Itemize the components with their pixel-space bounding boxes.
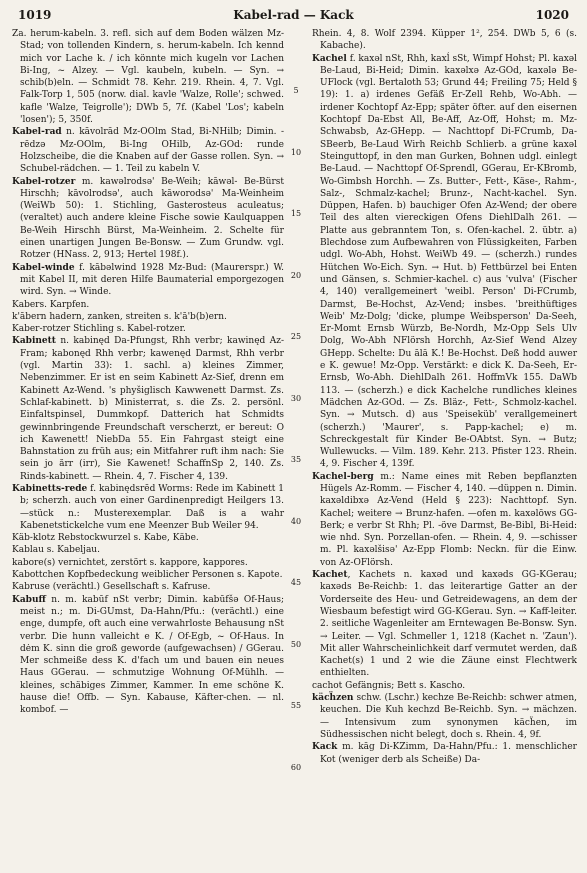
dictionary-entry (12, 544, 284, 556)
dictionary-entry (12, 335, 284, 483)
line-number: 50 (290, 639, 302, 649)
entry-text: m. kāg Di-KZimm, Da-Hahn/Pfu.: 1. menschlicher Kot (weniger derb als Scheiße) Da- (320, 742, 577, 765)
dictionary-entry (12, 323, 284, 335)
entry-text: , Kachets n. kaxəd und kaxəds GG-KGerau; kaxəds Be-Reichb: 1. das leiterartige Gatter an der Vorderseite des Heu- und Getreidewagens, an dem der Wiesbaum befestigt wird GG-KGerau. Syn. → Kaff-leiter. 2. seitliche Wagenleiter am Erntewagen Be-Bonsw. Syn. → Leiter. — Vgl. Schmeller 1, 1218 (Kachet n. 'Zaun'). Mit aller Wahrscheinlichkeit darf vermutet werden, daß Kachet(s) 1 und 2 wie die Zäune einst Flechtwerk enthielten. (320, 570, 577, 679)
entry-text: f. kābəlwind 1928 Mz-Bud: (Maurerspr.) W. mit Kabel II, mit deren Hilfe Baumaterial emporgezogen wird. Syn. → Winde. (20, 262, 284, 298)
dictionary-entry (12, 176, 284, 262)
line-number: 40 (290, 516, 302, 526)
dictionary-entry (12, 28, 284, 126)
line-number: 5 (293, 86, 299, 95)
entry-headword: Kabel-winde (12, 262, 75, 273)
line-number: 30 (290, 393, 302, 403)
dictionary-entry (12, 532, 284, 544)
entry-headword: Kabinett (12, 336, 56, 347)
line-number: 25 (290, 332, 302, 341)
dictionary-entry (12, 126, 284, 175)
line-number: 10 (290, 147, 302, 157)
entry-text: kabore(s) vernichtet, zerstört s. kappore, kappores. (12, 557, 248, 568)
entry-text: Kabottchen Kopfbedeckung weiblicher Personen s. Kapote. (12, 570, 283, 581)
entry-text: m.: Name eines mit Reben bepflanzten Hügels Az-Romm. — Fischer 4, 140. —düppen n. Dimin. kaxəldibxə Az-Vend (Held § 223): Nachttopf. Syn. Kachel; weitere → Brunz-hafen. —ofen m. kaxəlōws GG-Berk; e verbr St Rhh; Pl. -öve Darmst, Be-Bibl, Bi-Heid: wie nhd. Syn. Porzellan-ofen. — Rhein. 4, 9. —schisser m. Pl. kaxəlšisə' Az-Epp Flomb: Neckn. für die Einw. von Az-OFlörsh. (320, 471, 577, 568)
entry-text: Za. herum-kabeln. 3. refl. sich auf dem Boden wälzen Mz-Stad; von tollenden Kindern, s. herum-kabeln. Ich kennd mich vor Lache k. / ich könnte mich kugeln vor Lachen Bi-Ing, ~ Alzey. — Vgl. kaubeln, kubeln. — Syn. → schib(b)eln. — Schmidt 78. Kehr. 219. Rhein. 4, 7. Vgl. Falk-Torp 1, 505 (norw. dial. kavle 'Walze, Rolle'; schwed. kafle 'Walze, Teigrolle'); DWb 5, 7f. (Kabel 'Los'; kabeln 'losen'); 5, 350f. (12, 29, 284, 126)
line-number: 20 (290, 270, 302, 280)
dictionary-entry (312, 741, 577, 766)
dictionary-entry (312, 569, 577, 680)
dictionary-entry (12, 483, 284, 532)
dictionary-entry (312, 53, 577, 471)
entry-headword: Kabel-rad (12, 127, 62, 138)
entry-text: Käb-klotz Rebstockwurzel s. Kabe, Käbe. (12, 533, 199, 544)
entry-text: cachot Gefängnis; Bett s. Kascho. (312, 680, 466, 691)
line-number: 55 (290, 701, 302, 710)
running-title: Kabel-rad — Kack (233, 8, 354, 22)
dictionary-entry (12, 299, 284, 311)
dictionary-entry (12, 569, 284, 581)
entry-headword: Kachet (312, 570, 348, 581)
entry-text: schw. (Lschr.) kechze Be-Reichb: schwer atmen, keuchen. Die Kuh kechzd Be-Reichb. Syn. → mächzen. — Intensivum zum synonymen käcḧen, im Südhessischen nicht belegt, doch s. Rhein. 4, 9f. (320, 693, 577, 740)
line-number: 35 (290, 455, 302, 464)
entry-headword: Kack (312, 742, 338, 753)
entry-headword: Kachel (312, 53, 347, 64)
entry-text: f. kaxəl nSt, Rhh, kaxĺ sSt, Wimpf Hohst; Pl. kaxəl Be-Laud, Bi-Heid; Dimin. kaxəlxə Az-GOd, kaxələ Be-UFlock (vgl. Bertaloth 53; Grund 44; Freiling 75; Held § 19): 1. a) irdenes Gefäß Er-Zell Rehb, Wo-Abh. — irdener Kochtopf Az-Epp; später öfter. auf den eisernen Kochtopf Da-Ebst All, Be-Aff, Az-Off, Hohst; m. Mz-Schwabsb, Az-GHepp. — Nachttopf Di-FCrumb, Da-SBeerb, Be-Laud Wirh Reichb Schlierb. a grüne kaxəl Steinguttopf, in den man Gurken, Bohnen udgl. einlegt Be-Laud. — Nachttopf Of-Sprendl, GGerau, Er-KBromb, Wo-Gimbsh Horchh. — Zs. Butter-, Fett-, Käse-, Rahm-, Salz-, Schmalz-kachel; Brunz-, Nacht-kachel. Syn. Düppen, Hafen. b) bauchiger Ofen Az-Wend; der obere Teil des alten viereckigen Ofens DiehlDalh 261. — Platte aus gebranntem Ton, s. Ofen-kachel. 2. übtr. a) Blechdose zum Aufbewahren von Flüssigkeiten, Farben udgl. Wo-Abh, Hohst. WeiWb 49. — (scherzh.) rundes Hütchen Wo-Eich. Syn. → Hut. b) Fettbürzel bei Enten und Gänsen, s. Schmier-kachel. c) aus 'vulva' (Fischer 4, 140) verallgemeinert 'weibl. Person' Di-FCrumb, Darmst, Be-Hochst, Az-Vend; insbes. 'breithüftiges Weib' Mz-Dolg; 'dicke, plumpe Weibsperson' Da-Seeh, Er-Momt Ernsb Würzb, Be-Nordh, Mz-Opp Sels Ulv Dolg, Wo-Abh NFlörsh Horchh, Az-Sief Wend Alzey GHepp. Schelte: Du ālā K.! Be-Hochst. Deß hodd auwer e K. gewue! Mz-Opp. Verstärkt: e dick K. Da-Seeh, Er-Ernsb, Wo-Abh. DiehlDalh 261. HoffmVk 155. DaWb 113. — (scherzh.) e dick Kachelche rundliches kleines Mädchen Az-GOd. — Zs. Bläz-, Fett-, Schmolz-kachel. Syn. → Mutsch. d) aus 'Speiseküb' verallgemeinert (scherzh.) 'Maurer', s. Papp-kachel; e) m. Schreckgestalt für Kinder Be-OAbtst. Syn. → Butz; Wullewucks. — Vilm. 189. Kehr. 213. Pfister 123. Rhein. 4, 9. Fischer 4, 139f. (320, 53, 577, 470)
dictionary-entry (12, 311, 284, 323)
dictionary-entry (12, 557, 284, 569)
running-header (18, 8, 569, 24)
dictionary-entry (312, 692, 577, 741)
dictionary-entry (312, 28, 577, 53)
dictionary-entry (12, 594, 284, 717)
dictionary-entry (312, 680, 577, 692)
entry-text: f. kabinędsrēd Worms: Rede im Kabinett 1 b; scherzh. auch von einer Gardinenpredigt Heilgers 13. —stück n.: Musterexemplar. Daß is a wahr Kabenetstickelche vum ene Meenzer Bub Weiler 94. (20, 483, 284, 531)
page-number-right: 1020 (535, 8, 569, 22)
entry-text: Kabers. Karpfen. (12, 299, 90, 310)
entry-headword: Kabel-rotzer (12, 176, 76, 187)
entry-headword: Kabuff (12, 594, 46, 605)
entry-text: n. m. kabūf nSt verbr; Dimin. kabūfšə Of-Haus; meist n.; m. Di-GUmst, Da-Hahn/Pfu.: (verächtl.) eine enge, dumpfe, oft auch eine verwahrloste Behausung nSt verbr. Die hunn valleicht e K. / Of-Egb, ~ Of-Haus. In dėm K. sinn die groß geworde (aufgewachsen) / GGerau. Mer schmeiße dess K. d'fach um und bauen ein neues Haus GGerau. — schmutzige Wohnung Of-Mühlh. — kleines, schäbiges Zimmer, Kammer. In eme schöne K. hause die! Offb. — Syn. Kabause, Käfter-chen. — nl. kombof. — (20, 594, 284, 716)
page-number-left: 1019 (18, 8, 52, 22)
entry-text: Rhein. 4, 8. Wolf 2394. Küpper 1², 254. DWb 5, 6 (s. Kabache). (312, 29, 577, 52)
entry-text: Kablau s. Kabeljau. (12, 545, 100, 556)
line-number-gutter (287, 28, 305, 868)
left-column (12, 28, 284, 717)
entry-text: n. kabinęd Da-Pfungst, Rhh verbr; kawinęd Az-Fram; kabonęd Rhh verbr; kawenęd Darmst, Rhh verbr (vgl. Martin 33): 1. sachl. a) kleines Zimmer, Nebenzimmer. Er ist en seim Kabinett Az-Sief, drenn em Kabinett Az-Wend. 's phyšiglisch Kawwenett Darmst. Zs. Schlaf-kabinett. b) Ministerrat, s. die Zs. 2. persönl. Einfaltspinsel, Dummkopf. Datterich hat Schmidts gewinnbringende Freundschaft verscherzt, er bereut: O ich Kawenett! NiebDa 55. Ein Fahrgast steigt eine Bahnstation zu früh aus; ein Mitfahrer ruft ihm nach: Sie sein jo ărr (irr), Sie Kawenet! SchaffnSp 2, 140. Zs. Rinds-kabinett. — Rhein. 4, 7. Fischer 4, 139. (20, 336, 284, 482)
line-number: 60 (290, 762, 302, 772)
right-column (312, 28, 577, 766)
entry-headword: Kachel-berg (312, 471, 374, 482)
entry-text: Kaber-rotzer Stichling s. Kabel-rotzer. (12, 324, 186, 335)
entry-headword: Kabinetts-rede (12, 483, 88, 494)
line-number: 45 (290, 578, 302, 587)
entry-text: n. kāvolrād Mz-OOlm Stad, Bi-NHilb; Dimin. -rēdzə Mz-OOlm, Bi-Ing OHilb, Az-GOd: runde Holzscheibe, die die Knaben auf der Gasse rollen. Syn. → Schubel-rädchen. — 1. Teil zu kabeln V. (20, 127, 284, 175)
dictionary-entry (12, 262, 284, 299)
line-number: 15 (290, 209, 302, 218)
dictionary-entry (12, 581, 284, 593)
entry-headword: käcḧzen (312, 693, 354, 704)
dictionary-entry (312, 471, 577, 569)
entry-text: m. kawəlrodsə' Be-Weih; kāwəl- Be-Bürst Hirschh; kāvolrodsə', auch kāworodsə' Ma-Weinheim (WeiWb 50): 1. Stichling, Gasterosteus aculeatus; (veraltet) auch andere kleine Fische sowie Kaulquappen Be-Weih Hirschh Bürst, Ma-Weinheim. 2. Schelte für einen unartigen Jungen Be-Bonsw. — Zum Grundw. vgl. Rotzer (HNass. 2, 913; Hertel 198f.). (20, 176, 284, 261)
entry-text: k'ābern hadern, zanken, streiten s. k'ā'b(b)ern. (12, 311, 227, 322)
entry-text: Kabruse (verächtl.) Gesellschaft s. Kafruse. (12, 582, 211, 593)
